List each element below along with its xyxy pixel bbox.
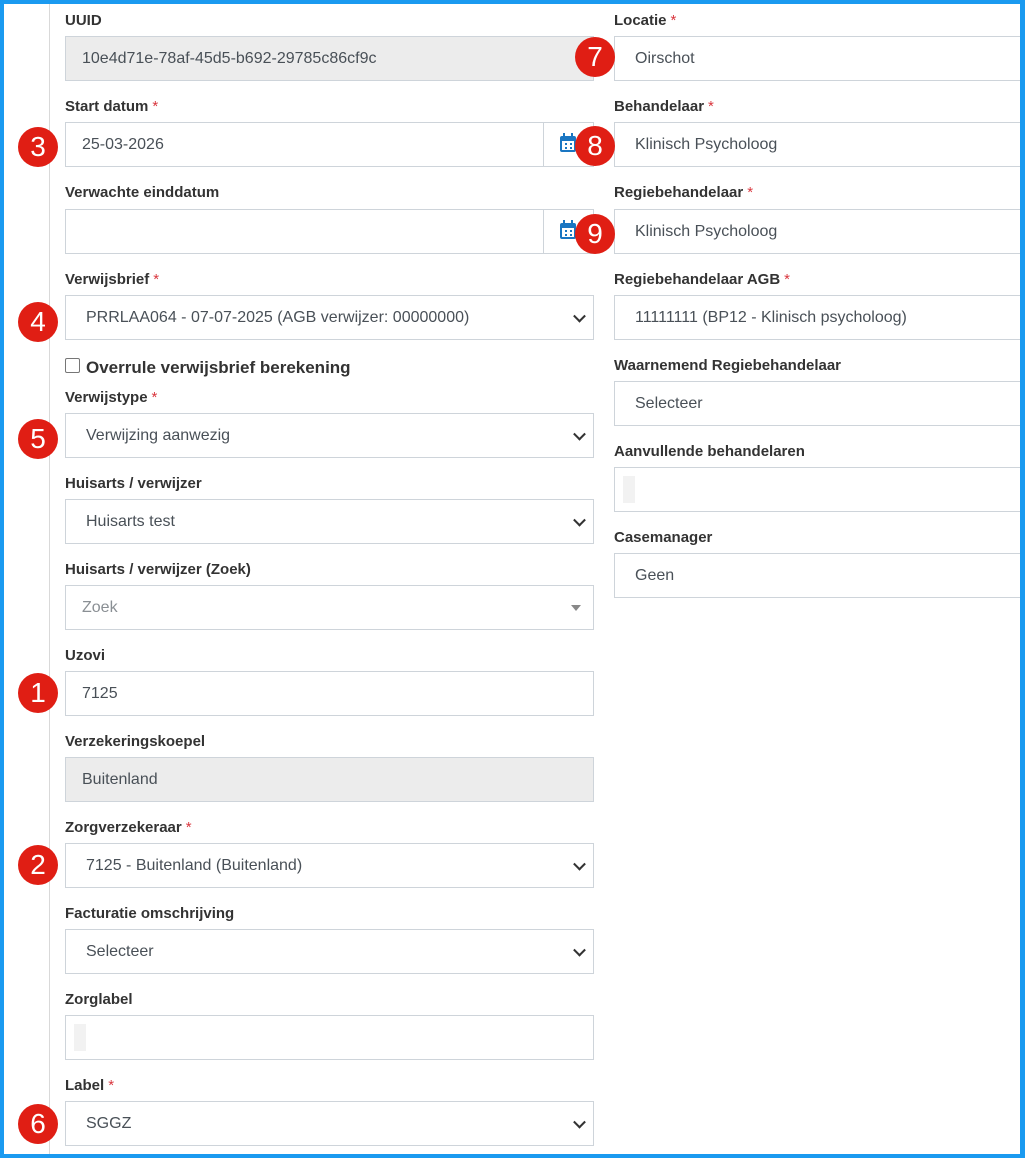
left-divider [49,0,50,1158]
regiebehandelaar-label: Regiebehandelaar * [614,184,754,201]
badge-9: 9 [575,214,615,254]
calendar-icon [560,136,576,152]
verzekeringskoepel-field: Buitenland [65,757,594,802]
badge-2: 2 [18,845,58,885]
zorgverzekeraar-select[interactable]: 7125 - Buitenland (Buitenland) [65,843,594,888]
start-datum-label: Start datum * [65,98,159,115]
waarnemend-label: Waarnemend Regiebehandelaar [614,357,842,374]
zorglabel-multiselect[interactable] [65,1015,594,1060]
uzovi-label: Uzovi [65,647,106,664]
chevron-down-icon [573,427,586,440]
huisarts-label: Huisarts / verwijzer [65,475,202,492]
behandelaar-select[interactable]: Klinisch Psycholoog [614,122,1025,167]
chevron-down-icon [573,1115,586,1128]
casemanager-select[interactable]: Geen [614,553,1025,598]
verwijstype-select[interactable]: Verwijzing aanwezig [65,413,594,458]
zorgverzekeraar-label: Zorgverzekeraar * [65,819,192,836]
badge-1: 1 [18,673,58,713]
badge-8: 8 [575,126,615,166]
verwijsbrief-select[interactable]: PRRLAA064 - 07-07-2025 (AGB verwijzer: 00000000) [65,295,594,340]
chevron-down-icon [573,857,586,870]
aanvullende-multiselect[interactable] [614,467,1025,512]
locatie-select[interactable]: Oirschot [614,36,1025,81]
chevron-down-icon [573,513,586,526]
regiebehandelaar-agb-select[interactable]: 11111111 (BP12 - Klinisch psycholoog) [614,295,1025,340]
huisarts-select[interactable]: Huisarts test [65,499,594,544]
badge-6: 6 [18,1104,58,1144]
uuid-label: UUID [65,12,102,29]
huisarts-zoek-label: Huisarts / verwijzer (Zoek) [65,561,251,578]
verzekeringskoepel-label: Verzekeringskoepel [65,733,206,750]
locatie-label: Locatie * [614,12,677,29]
search-placeholder [623,476,635,503]
overrule-row [65,358,351,378]
huisarts-zoek-select[interactable]: Zoek [65,585,594,630]
badge-5: 5 [18,419,58,459]
behandelaar-label: Behandelaar * [614,98,714,115]
calendar-icon [560,223,576,239]
badge-4: 4 [18,302,58,342]
start-datum-input[interactable]: 25-03-2026 [65,122,594,167]
regiebehandelaar-select[interactable]: Klinisch Psycholoog [614,209,1025,254]
verwachte-einddatum-label: Verwachte einddatum [65,184,220,201]
badge-7: 7 [575,37,615,77]
label-select[interactable]: SGGZ [65,1101,594,1146]
facturatie-label: Facturatie omschrijving [65,905,235,922]
regiebehandelaar-agb-label: Regiebehandelaar AGB * [614,271,791,288]
uuid-field: 10e4d71e-78af-45d5-b692-29785c86cf9c [65,36,594,81]
casemanager-label: Casemanager [614,529,713,546]
chevron-down-icon [573,943,586,956]
aanvullende-label: Aanvullende behandelaren [614,443,805,460]
uzovi-input[interactable]: 7125 [65,671,594,716]
chevron-down-icon [573,309,586,322]
badge-3: 3 [18,127,58,167]
zorglabel-label: Zorglabel [65,991,133,1008]
verwijsbrief-label: Verwijsbrief * [65,271,160,288]
facturatie-select[interactable]: Selecteer [65,929,594,974]
search-placeholder [74,1024,86,1051]
label-label: Label * [65,1077,115,1094]
verwijstype-label: Verwijstype * [65,389,158,406]
verwachte-einddatum-input[interactable] [65,209,594,254]
waarnemend-select[interactable]: Selecteer [614,381,1025,426]
overrule-label: Overrule verwijsbrief berekening [86,358,351,377]
caret-down-icon [571,605,581,611]
overrule-checkbox[interactable] [65,358,80,373]
